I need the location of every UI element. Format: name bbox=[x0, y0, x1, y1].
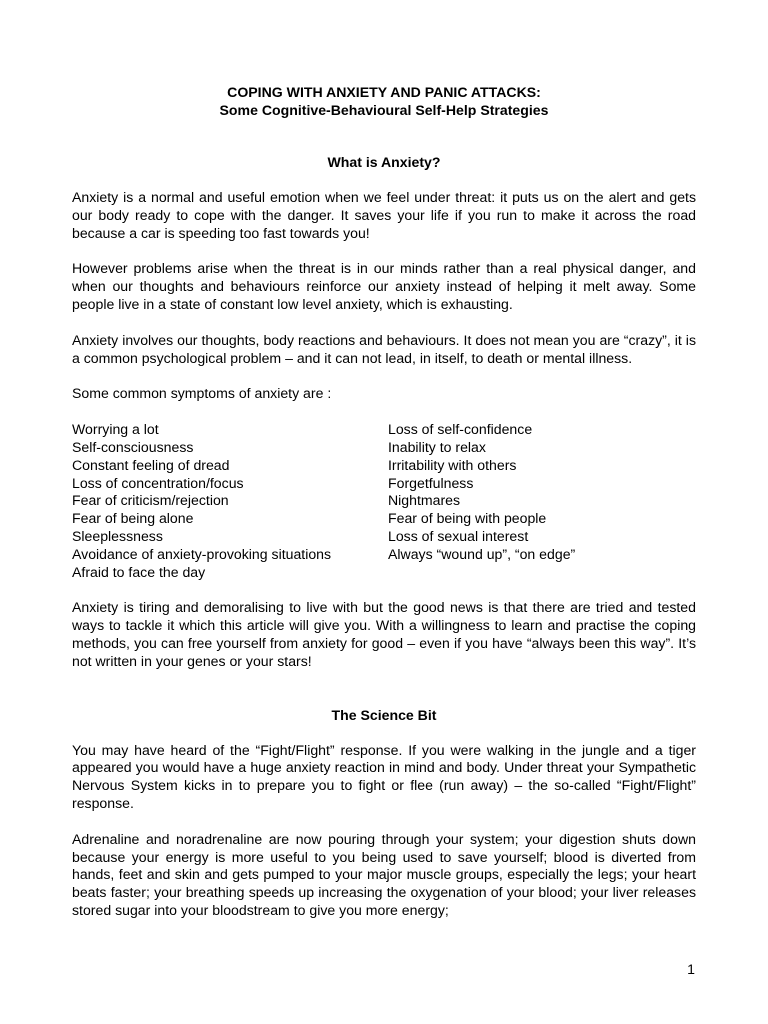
list-item: Inability to relax bbox=[388, 438, 486, 455]
list-item: Afraid to face the day bbox=[72, 563, 206, 580]
list-item: Self-consciousness bbox=[72, 438, 194, 455]
list-item: Worrying a lot bbox=[72, 421, 159, 438]
document-body bbox=[72, 80, 696, 920]
section-heading-science-bit: The Science Bit bbox=[331, 706, 437, 723]
symptoms-column-right bbox=[388, 421, 696, 581]
list-item: Nightmares bbox=[388, 492, 461, 509]
list-item: Fear of being alone bbox=[72, 510, 194, 527]
paragraph-anxiety-involves: Anxiety involves our thoughts, body reactions and behaviours. It does not mean you are “crazy”, it is a common psychological problem – and it can not lead, in itself, to death or mental illness. bbox=[72, 331, 696, 366]
paragraph-good-news: Anxiety is tiring and demoralising to live with but the good news is that there are tried and tested ways to tackle it which this article will give you. With a willingness to learn and practise the coping methods, you can free yourself from anxiety for good – even if you have “always been this way”. It’s not written in your genes or your stars! bbox=[72, 599, 696, 669]
list-item: Loss of sexual interest bbox=[388, 527, 529, 544]
document-title: COPING WITH ANXIETY AND PANIC ATTACKS: bbox=[227, 84, 541, 100]
list-item: Avoidance of anxiety-provoking situations bbox=[72, 545, 332, 562]
document-subtitle: Some Cognitive-Behavioural Self-Help Strategies bbox=[219, 102, 549, 118]
symptoms-list bbox=[72, 421, 696, 581]
list-item: Constant feeling of dread bbox=[72, 456, 230, 473]
symptoms-column-left bbox=[72, 421, 388, 581]
page-number: 1 bbox=[687, 961, 695, 977]
list-item: Forgetfulness bbox=[388, 474, 474, 491]
title-block bbox=[72, 83, 696, 119]
paragraph-fight-flight: You may have heard of the “Fight/Flight” response. If you were walking in the jungle and a tiger appeared you would have a huge anxiety reaction in mind and body. Under threat your Sympathetic Nervous System kicks in to prepare you to fight or flee (run away) – the so-called “Fight/Flight” response. bbox=[72, 741, 696, 811]
list-item: Irritability with others bbox=[388, 456, 517, 473]
list-item: Sleeplessness bbox=[72, 527, 163, 544]
paragraph-adrenaline: Adrenaline and noradrenaline are now pouring through your system; your digestion shuts down because your energy is more useful to you being used to save yourself; blood is diverted from hands, feet and skin and gets pumped to your major muscle groups, especially the legs; your heart beats faster; your breathing speeds up increasing the oxygenation of your blood; your liver releases stored sugar into your bloodstream to give you more energy; bbox=[72, 830, 696, 918]
paragraph-anxiety-normal: Anxiety is a normal and useful emotion when we feel under threat: it puts us on the alert and gets our body ready to cope with the danger. It saves your life if you run to make it across the road because a car is speeding too fast towards you! bbox=[72, 189, 696, 241]
paragraph-problems-arise: However problems arise when the threat is in our minds rather than a real physical danger, and when our thoughts and behaviours reinforce our anxiety instead of helping it melt away. Some people live in a state of constant low level anxiety, which is exhausting. bbox=[72, 260, 696, 312]
list-item: Loss of concentration/focus bbox=[72, 474, 244, 491]
list-item: Fear of criticism/rejection bbox=[72, 492, 229, 509]
section-heading-what-is-anxiety: What is Anxiety? bbox=[327, 154, 441, 170]
list-item: Always “wound up”, “on edge” bbox=[388, 545, 576, 562]
list-item: Fear of being with people bbox=[388, 510, 547, 527]
list-item: Loss of self-confidence bbox=[388, 421, 533, 438]
paragraph-symptoms-intro: Some common symptoms of anxiety are : bbox=[72, 385, 332, 402]
